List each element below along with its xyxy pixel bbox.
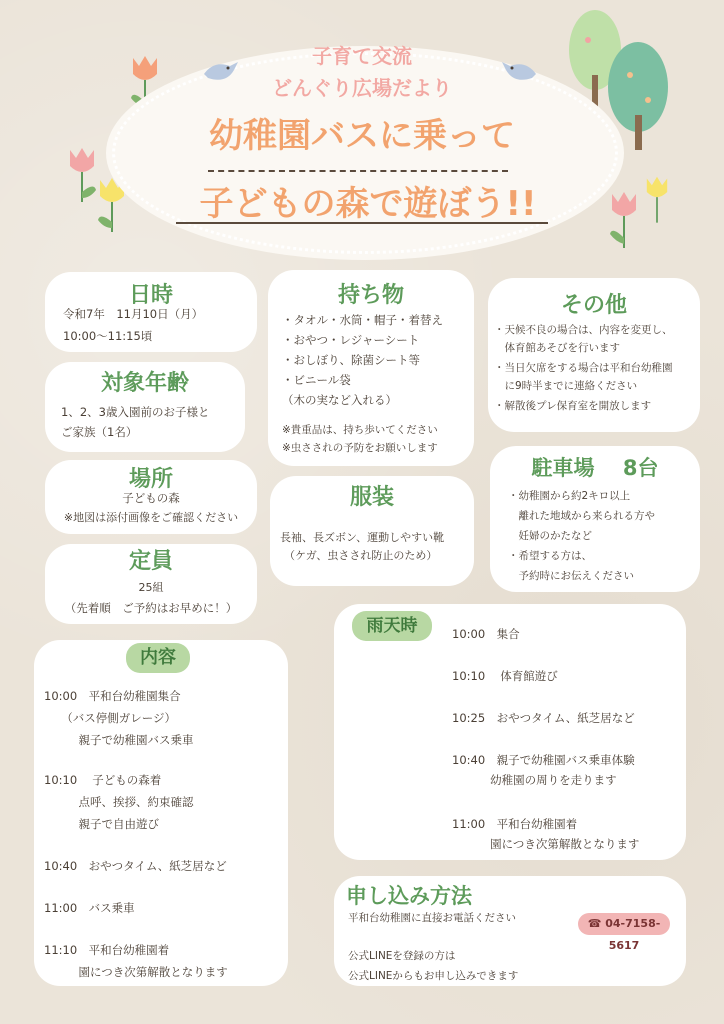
parking-line-2: 離れた地域から来られる方や: [508, 510, 655, 522]
title-dash-divider: [208, 170, 508, 172]
parking-line-4: ・希望する方は、: [508, 550, 592, 562]
belongings-note-2: ※虫さされの予防をお願いします: [282, 442, 438, 454]
application-heading: 申し込み方法: [346, 884, 472, 908]
belongings-item-5: （木の実など入れる）: [282, 393, 397, 407]
program-line-8: 11:00 バス乗車: [44, 901, 135, 915]
phone-badge[interactable]: [578, 913, 670, 952]
target-age-line2: ご家族（1名）: [61, 425, 138, 439]
program-line-6: 親子で自由遊び: [44, 817, 159, 831]
datetime-date: 令和7年 11月10日（月）: [63, 307, 204, 321]
application-line-1: 平和台幼稚園に直接お電話ください: [348, 912, 516, 924]
capacity-count: 25組: [138, 581, 164, 594]
phone-icon: ☎: [587, 917, 602, 930]
application-line-3: 公式LINEからもお申し込みできます: [348, 970, 519, 982]
tulip-yellow-right-icon: [640, 170, 674, 226]
clothing-line2: （ケガ、虫さされ防止のため）: [284, 549, 438, 562]
datetime-heading: 日時: [128, 283, 173, 308]
program-line-2: （バス停側ガレージ）: [44, 711, 177, 725]
parking-card: [490, 446, 700, 592]
belongings-heading: 持ち物: [337, 283, 404, 308]
others-line-1: ・天候不良の場合は、内容を変更し、: [494, 324, 673, 336]
others-line-3: ・当日欠席をする場合は平和台幼稚園: [494, 362, 673, 374]
program-line-5: 点呼、挨拶、約束確認: [44, 795, 194, 809]
rain-heading: 雨天時: [352, 611, 432, 641]
program-line-10: 園につき次第解散となります: [44, 965, 228, 979]
parking-line-1: ・幼稚園から約2キロ以上: [508, 490, 631, 502]
rain-line-2: 10:10 体育館遊び: [452, 669, 558, 683]
others-card: [488, 278, 700, 432]
others-line-4: に9時半までに連絡ください: [494, 380, 638, 392]
location-card: [45, 460, 257, 534]
title-underline: [176, 222, 548, 224]
belongings-item-3: ・おしぼり、除菌シート等: [282, 353, 420, 367]
target-age-card: [45, 362, 245, 452]
location-name: 子どもの森: [122, 491, 180, 505]
clothing-card: [270, 476, 474, 586]
belongings-item-4: ・ビニール袋: [282, 373, 351, 387]
capacity-heading: 定員: [128, 549, 173, 574]
program-line-7: 10:40 おやつタイム、紙芝居など: [44, 859, 227, 873]
target-age-heading: 対象年齢: [100, 371, 189, 396]
program-heading: 内容: [126, 643, 190, 673]
subtitle-line2: どんぐり広場だより: [272, 76, 452, 100]
clothing-line1: 長袖、長ズボン、運動しやすい靴: [280, 531, 445, 544]
subtitle-line1: 子育て交流: [312, 44, 412, 68]
belongings-item-1: ・タオル・水筒・帽子・着替え: [282, 313, 443, 327]
belongings-item-2: ・おやつ・レジャーシート: [282, 333, 420, 347]
clothing-heading: 服装: [349, 485, 394, 510]
parking-line-5: 予約時にお伝えください: [508, 570, 634, 582]
program-line-9: 11:10 平和台幼稚園着: [44, 943, 170, 957]
location-note: ※地図は添付画像をご確認ください: [63, 511, 239, 524]
capacity-card: [45, 544, 257, 624]
datetime-card: [45, 272, 257, 352]
tulip-pink-right-icon: [604, 186, 644, 250]
application-line-2: 公式LINEを登録の方は: [348, 950, 456, 962]
location-heading: 場所: [128, 467, 173, 492]
rain-line-1: 10:00 集合: [452, 627, 520, 641]
parking-heading: 駐車場 8台: [531, 456, 659, 480]
phone-number: 04-7158-5617: [605, 917, 661, 952]
others-line-5: ・解散後プレ保育室を開放します: [494, 400, 652, 412]
program-line-3: 親子で幼稚園バス乗車: [44, 733, 194, 747]
rain-line-4: 10:40 親子で幼稚園バス乗車体験: [452, 753, 635, 767]
program-line-1: 10:00 平和台幼稚園集合: [44, 689, 181, 703]
capacity-note: （先着順 ご予約はお早めに！）: [64, 601, 238, 615]
datetime-time: 10:00～11:15頃: [63, 329, 153, 343]
main-title-line2: 子どもの森で遊ぼう!!: [199, 184, 537, 224]
belongings-card: [268, 270, 474, 466]
rain-line-6: 11:00 平和台幼稚園着: [452, 817, 578, 831]
others-line-2: 体育館あそびを行います: [494, 342, 620, 354]
rain-line-3: 10:25 おやつタイム、紙芝居など: [452, 711, 635, 725]
parking-line-3: 妊婦のかたなど: [508, 530, 592, 542]
program-line-4: 10:10 子どもの森着: [44, 773, 162, 787]
main-title-line1: 幼稚園バスに乗って: [209, 116, 515, 156]
rain-line-7: 園につき次第解散となります: [452, 837, 640, 851]
bird-right-icon: [500, 56, 540, 86]
belongings-note-1: ※貴重品は、持ち歩いてください: [282, 424, 438, 436]
rain-line-5: 幼稚園の周りを走ります: [452, 773, 617, 787]
others-heading: その他: [560, 293, 627, 318]
target-age-line1: 1、2、3歳入園前のお子様と: [61, 405, 210, 419]
